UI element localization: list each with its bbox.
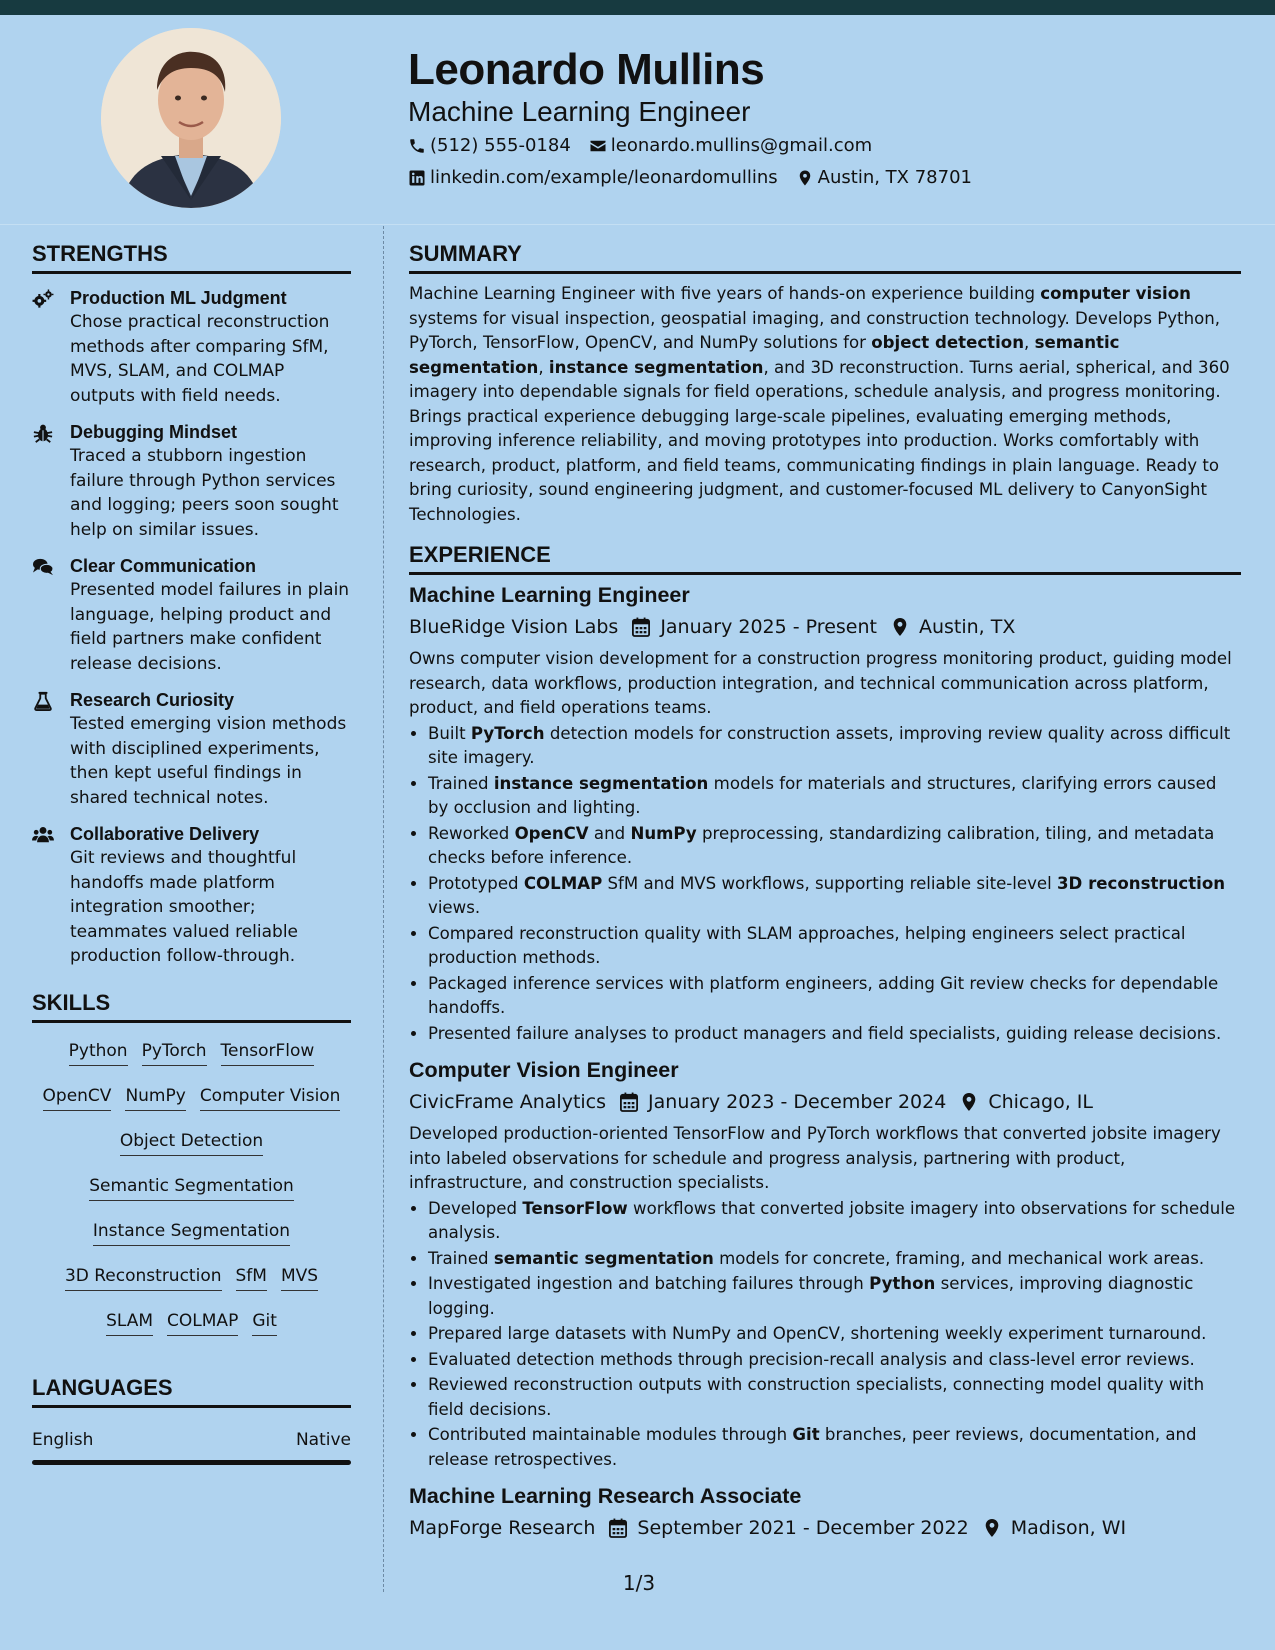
bold-keyword: semantic segmentation xyxy=(493,1248,714,1268)
strength-item xyxy=(32,420,351,542)
candidate-title: Machine Learning Engineer xyxy=(408,96,751,127)
job-bullets xyxy=(409,722,1241,1047)
summary-heading: SUMMARY xyxy=(409,240,1241,274)
profile-photo xyxy=(101,28,281,208)
job-bullet: • Evaluated detection methods through precision-recall analysis and class-level error reviews. xyxy=(428,1348,1241,1373)
job-meta xyxy=(409,1514,1241,1542)
languages-heading: LANGUAGES xyxy=(32,1374,351,1408)
contact-row-secondary xyxy=(408,166,990,190)
job-bullet: • Trained instance segmentation models for materials and structures, clarifying errors caused by occlusion and lighting. xyxy=(428,772,1241,821)
job-meta xyxy=(409,1088,1241,1116)
company-name: MapForge Research xyxy=(409,1517,596,1539)
bold-keyword: COLMAP xyxy=(523,873,603,893)
job-location: Austin, TX xyxy=(918,616,1016,638)
job-bullet: • Prepared large datasets with NumPy and OpenCV, shortening weekly experiment turnaround. xyxy=(428,1322,1241,1347)
strength-desc: Chose practical reconstruction methods after comparing SfM, MVS, SLAM, and COLMAP outputs with field needs. xyxy=(70,312,330,406)
job-company xyxy=(409,613,618,641)
calendar-icon xyxy=(632,617,650,637)
bold-keyword: NumPy xyxy=(630,823,697,843)
contact-location xyxy=(796,166,972,190)
skill-tag: Git xyxy=(252,1309,277,1336)
map-pin-icon xyxy=(796,169,814,187)
experience-entry xyxy=(409,581,1241,1046)
comments-icon xyxy=(32,557,54,577)
calendar-icon xyxy=(609,1518,627,1538)
job-bullet: • Trained semantic segmentation models for concrete, framing, and mechanical work areas. xyxy=(428,1247,1241,1272)
strength-title: Clear Communication xyxy=(70,556,257,576)
strength-title: Collaborative Delivery xyxy=(70,824,260,844)
strength-item xyxy=(32,286,351,408)
language-level: Native xyxy=(295,1429,351,1450)
bold-keyword: Git xyxy=(792,1425,820,1444)
skill-tag: Instance Segmentation xyxy=(93,1219,290,1246)
bold-keyword: Python xyxy=(869,1274,936,1293)
language-proficiency-bar xyxy=(32,1460,351,1465)
strength-desc: Tested emerging vision methods with disciplined experiments, then kept useful findings in shared technical notes. xyxy=(70,714,347,808)
gears-icon xyxy=(32,289,54,309)
experience-heading: EXPERIENCE xyxy=(409,541,1241,575)
job-bullet: • Presented failure analyses to product managers and field specialists, guiding release decisions. xyxy=(428,1022,1241,1047)
job-company xyxy=(409,1088,606,1116)
bold-keyword: object detection xyxy=(871,333,1025,352)
skill-tag: PyTorch xyxy=(142,1039,207,1066)
skill-tag: Computer Vision xyxy=(200,1084,341,1111)
strength-title: Production ML Judgment xyxy=(70,288,287,308)
bold-keyword: semantic segmentation xyxy=(409,333,1120,377)
job-location: Chicago, IL xyxy=(988,1091,1093,1113)
bug-icon xyxy=(32,423,54,443)
bold-keyword: PyTorch xyxy=(470,723,545,743)
linkedin-icon xyxy=(408,169,426,187)
skill-tag: Object Detection xyxy=(120,1129,263,1156)
job-description: Developed production-oriented TensorFlow and PyTorch workflows that converted jobsite imagery into labeled observations for schedule and progress analysis, partnering with product, infrastructure, and construction specialists. xyxy=(409,1124,1221,1192)
strength-item xyxy=(32,554,351,676)
email-text: leonardo.mullins@gmail.com xyxy=(610,135,873,156)
map-pin-icon xyxy=(960,1092,978,1112)
location-text: Austin, TX 78701 xyxy=(817,167,972,188)
contact-phone[interactable] xyxy=(408,134,571,158)
skill-tag: SfM xyxy=(236,1264,267,1291)
strength-title: Research Curiosity xyxy=(70,690,235,710)
contact-linkedin[interactable] xyxy=(408,166,778,190)
envelope-icon xyxy=(589,137,607,155)
strength-title: Debugging Mindset xyxy=(70,422,237,442)
skill-tag: TensorFlow xyxy=(221,1039,315,1066)
left-column xyxy=(32,226,351,1465)
page-indicator: 1/3 xyxy=(622,1571,656,1595)
summary-text: Machine Learning Engineer with five years of hands-on experience building computer vision systems for visual inspection, geospatial imaging, and construction technology. Develops Python, PyTorch, TensorFlow, OpenCV, and NumPy solutions for object detection, semantic segmentation, instance segmentation, and 3D reconstruction. Turns aerial, spherical, and 360 imagery into dependable signals for field operations, schedule analysis, and progress monitoring. Brings practical experience debugging large-scale pipelines, evaluating emerging methods, improving inference reliability, and moving prototypes into production. Works comfortably with research, product, platform, and field teams, communicating findings in plain language. Ready to bring curiosity, sound engineering judgment, and customer-focused ML delivery to CanyonSight Technologies. xyxy=(409,284,1230,524)
bold-keyword: instance segmentation xyxy=(493,773,709,793)
job-company xyxy=(409,1514,595,1542)
header-divider xyxy=(0,224,1275,225)
job-dates: September 2021 - December 2022 xyxy=(637,1517,969,1539)
contact-row-primary xyxy=(408,134,890,158)
right-column xyxy=(409,226,1241,1542)
experience-entry xyxy=(409,1056,1241,1472)
job-bullet: • Reviewed reconstruction outputs with construction specialists, connecting model quality with field decisions. xyxy=(428,1373,1241,1422)
experience-entry xyxy=(409,1482,1241,1542)
job-bullet: • Compared reconstruction quality with SLAM approaches, helping engineers select practical production methods. xyxy=(428,922,1241,971)
job-bullet: • Contributed maintainable modules through Git branches, peer reviews, documentation, and release retrospectives. xyxy=(428,1423,1241,1472)
job-bullet: • Prototyped COLMAP SfM and MVS workflows, supporting reliable site-level 3D reconstruction views. xyxy=(428,872,1241,921)
phone-icon xyxy=(408,137,426,155)
company-name: CivicFrame Analytics xyxy=(409,1091,607,1113)
skills-list xyxy=(32,1037,351,1336)
skill-tag: NumPy xyxy=(125,1084,185,1111)
contact-email[interactable] xyxy=(589,134,872,158)
skill-tag: COLMAP xyxy=(167,1309,238,1336)
skill-tag: Semantic Segmentation xyxy=(89,1174,294,1201)
job-title: Machine Learning Research Associate xyxy=(409,1484,802,1508)
linkedin-text: linkedin.com/example/leonardomullins xyxy=(430,167,778,188)
map-pin-icon xyxy=(891,617,909,637)
map-pin-icon xyxy=(983,1518,1001,1538)
bold-keyword: instance segmentation xyxy=(548,357,764,377)
job-bullet: • Developed TensorFlow workflows that converted jobsite imagery into observations for schedule analysis. xyxy=(428,1197,1241,1246)
skills-heading: SKILLS xyxy=(32,989,351,1023)
job-bullet: • Built PyTorch detection models for construction assets, improving review quality across difficult site imagery. xyxy=(428,722,1241,771)
bold-keyword: computer vision xyxy=(1040,284,1191,303)
top-accent-bar xyxy=(0,0,1275,15)
bold-keyword: OpenCV xyxy=(514,823,589,843)
skill-tag: Python xyxy=(69,1039,128,1066)
job-title: Machine Learning Engineer xyxy=(409,583,690,607)
skill-tag: MVS xyxy=(281,1264,318,1291)
job-bullet: • Reworked OpenCV and NumPy preprocessing, standardizing calibration, tiling, and metadata checks before inference. xyxy=(428,822,1241,871)
job-dates: January 2023 - December 2024 xyxy=(648,1091,947,1113)
job-bullets xyxy=(409,1197,1241,1473)
strength-item xyxy=(32,688,351,810)
job-bullet: • Packaged inference services with platform engineers, adding Git review checks for dependable handoffs. xyxy=(428,972,1241,1021)
job-bullet: • Investigated ingestion and batching failures through Python services, improving diagnostic logging. xyxy=(428,1272,1241,1321)
strength-desc: Git reviews and thoughtful handoffs made platform integration smoother; teammates valued reliable production follow-through. xyxy=(70,848,299,966)
users-icon xyxy=(32,825,54,845)
job-title: Computer Vision Engineer xyxy=(409,1058,679,1082)
job-location: Madison, WI xyxy=(1010,1517,1127,1539)
language-name: English xyxy=(32,1429,94,1450)
job-dates: January 2025 - Present xyxy=(660,616,877,638)
candidate-name: Leonardo Mullins xyxy=(408,45,765,94)
job-meta xyxy=(409,613,1241,641)
bold-keyword: 3D reconstruction xyxy=(1057,873,1226,893)
flask-icon xyxy=(32,691,54,711)
strength-desc: Traced a stubborn ingestion failure through Python services and logging; peers soon sought help on similar issues. xyxy=(70,446,339,540)
job-description: Owns computer vision development for a construction progress monitoring product, guiding model research, data workflows, production integration, and technical communication across platform, product, and field operations teams. xyxy=(409,649,1232,717)
skill-tag: SLAM xyxy=(106,1309,153,1336)
company-name: BlueRidge Vision Labs xyxy=(409,616,619,638)
column-divider xyxy=(383,226,384,1592)
calendar-icon xyxy=(620,1092,638,1112)
phone-text: (512) 555-0184 xyxy=(430,135,571,156)
language-item xyxy=(32,1428,351,1452)
bold-keyword: TensorFlow xyxy=(522,1198,628,1218)
strengths-heading: STRENGTHS xyxy=(32,240,351,274)
strength-desc: Presented model failures in plain language, helping product and field partners make confident release decisions. xyxy=(70,580,350,674)
skill-tag: OpenCV xyxy=(43,1084,112,1111)
skill-tag: 3D Reconstruction xyxy=(65,1264,222,1291)
strength-item xyxy=(32,822,351,969)
